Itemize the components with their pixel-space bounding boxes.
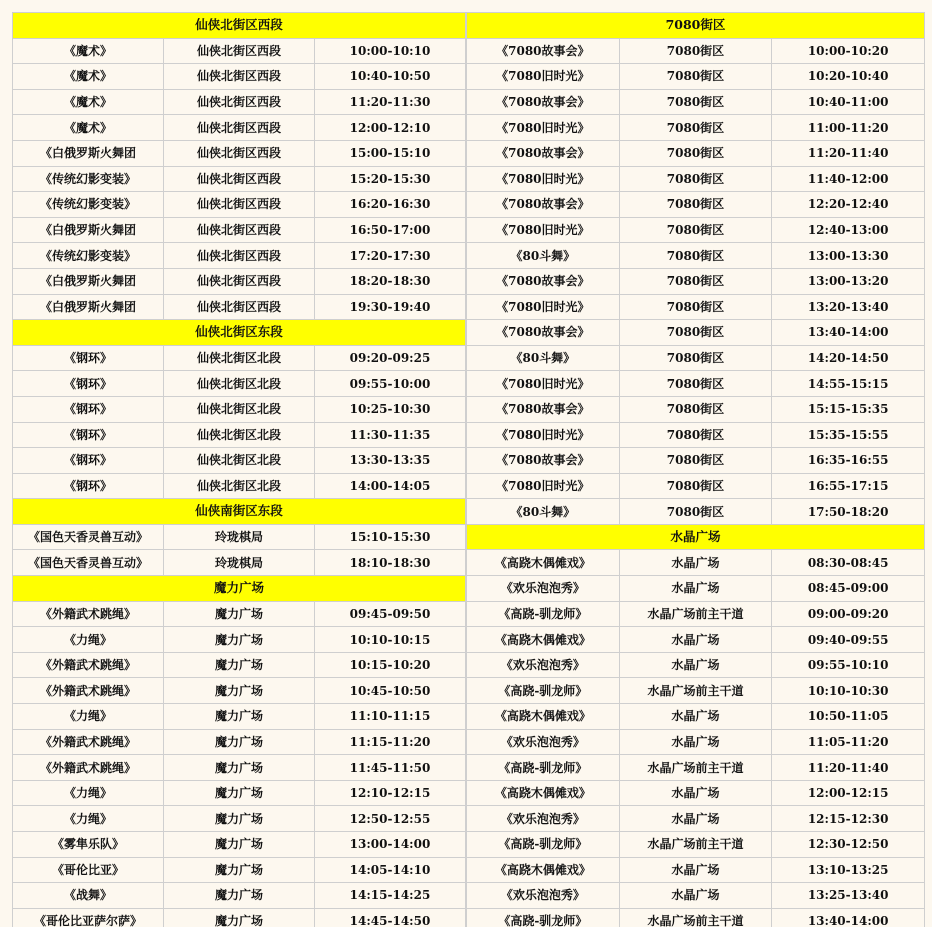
show-name-cell: 《力绳》	[13, 806, 164, 832]
show-name-cell: 《7080故事会》	[467, 396, 620, 422]
venue-cell: 仙侠北街区北段	[164, 473, 315, 499]
show-name-cell: 《外籍武术跳绳》	[13, 601, 164, 627]
show-name-cell: 《7080故事会》	[467, 192, 620, 218]
time-cell: 18:20-18:30	[315, 268, 466, 294]
show-name-cell: 《国色天香灵兽互动》	[13, 550, 164, 576]
show-name-cell: 《80斗舞》	[467, 243, 620, 269]
table-row	[13, 448, 466, 474]
show-name-cell: 《高跷木偶傩戏》	[467, 627, 620, 653]
time-cell: 13:00-14:00	[315, 832, 466, 858]
table-row	[13, 729, 466, 755]
show-name-cell: 《80斗舞》	[467, 499, 620, 525]
section-header-row	[13, 320, 466, 346]
venue-cell: 7080街区	[619, 166, 772, 192]
show-name-cell: 《欢乐泡泡秀》	[467, 806, 620, 832]
show-name-cell: 《欢乐泡泡秀》	[467, 576, 620, 602]
table-row	[467, 729, 925, 755]
venue-cell: 魔力广场	[164, 806, 315, 832]
venue-cell: 7080街区	[619, 371, 772, 397]
time-cell: 16:50-17:00	[315, 217, 466, 243]
table-row	[467, 89, 925, 115]
table-row	[13, 883, 466, 909]
time-cell: 12:15-12:30	[772, 806, 925, 832]
table-row	[13, 704, 466, 730]
venue-cell: 水晶广场	[619, 857, 772, 883]
time-cell: 10:15-10:20	[315, 652, 466, 678]
venue-cell: 仙侠北街区西段	[164, 268, 315, 294]
table-row	[467, 268, 925, 294]
table-row	[467, 396, 925, 422]
show-name-cell: 《高跷-驯龙师》	[467, 601, 620, 627]
table-row	[467, 345, 925, 371]
table-row	[13, 601, 466, 627]
venue-cell: 水晶广场	[619, 729, 772, 755]
table-row	[13, 345, 466, 371]
venue-cell: 仙侠北街区西段	[164, 89, 315, 115]
venue-cell: 水晶广场前主干道	[619, 678, 772, 704]
venue-cell: 水晶广场	[619, 627, 772, 653]
section-header-row	[13, 499, 466, 525]
show-name-cell: 《魔术》	[13, 38, 164, 64]
venue-cell: 7080街区	[619, 448, 772, 474]
table-row	[13, 243, 466, 269]
time-cell: 14:15-14:25	[315, 883, 466, 909]
time-cell: 13:40-14:00	[772, 908, 925, 927]
table-row	[13, 422, 466, 448]
time-cell: 15:20-15:30	[315, 166, 466, 192]
show-name-cell: 《7080旧时光》	[467, 64, 620, 90]
show-name-cell: 《7080故事会》	[467, 89, 620, 115]
time-cell: 12:00-12:10	[315, 115, 466, 141]
venue-cell: 魔力广场	[164, 729, 315, 755]
show-name-cell: 《7080旧时光》	[467, 217, 620, 243]
venue-cell: 水晶广场	[619, 652, 772, 678]
schedule-left-column	[12, 12, 466, 927]
table-row	[467, 704, 925, 730]
time-cell: 16:55-17:15	[772, 473, 925, 499]
show-name-cell: 《传统幻影变装》	[13, 192, 164, 218]
table-row	[13, 217, 466, 243]
time-cell: 11:30-11:35	[315, 422, 466, 448]
show-name-cell: 《高跷木偶傩戏》	[467, 780, 620, 806]
venue-cell: 仙侠北街区北段	[164, 448, 315, 474]
show-name-cell: 《钢环》	[13, 345, 164, 371]
venue-cell: 玲珑棋局	[164, 524, 315, 550]
time-cell: 14:45-14:50	[315, 908, 466, 927]
table-row	[467, 115, 925, 141]
venue-cell: 水晶广场	[619, 806, 772, 832]
venue-cell: 仙侠北街区西段	[164, 217, 315, 243]
venue-cell: 仙侠北街区北段	[164, 345, 315, 371]
table-row	[467, 627, 925, 653]
section-title: 仙侠南街区东段	[13, 499, 466, 525]
table-row	[467, 320, 925, 346]
table-row	[467, 473, 925, 499]
time-cell: 15:00-15:10	[315, 140, 466, 166]
show-name-cell: 《战舞》	[13, 883, 164, 909]
time-cell: 14:05-14:10	[315, 857, 466, 883]
table-row	[467, 883, 925, 909]
time-cell: 09:45-09:50	[315, 601, 466, 627]
venue-cell: 7080街区	[619, 422, 772, 448]
time-cell: 14:20-14:50	[772, 345, 925, 371]
venue-cell: 魔力广场	[164, 832, 315, 858]
time-cell: 09:40-09:55	[772, 627, 925, 653]
show-name-cell: 《7080旧时光》	[467, 422, 620, 448]
time-cell: 14:55-15:15	[772, 371, 925, 397]
table-row	[13, 832, 466, 858]
table-row	[467, 38, 925, 64]
table-row	[13, 908, 466, 927]
show-name-cell: 《欢乐泡泡秀》	[467, 883, 620, 909]
show-name-cell: 《白俄罗斯火舞团	[13, 140, 164, 166]
time-cell: 11:10-11:15	[315, 704, 466, 730]
time-cell: 09:55-10:00	[315, 371, 466, 397]
table-row	[467, 166, 925, 192]
show-name-cell: 《欢乐泡泡秀》	[467, 729, 620, 755]
time-cell: 10:25-10:30	[315, 396, 466, 422]
table-row	[13, 396, 466, 422]
table-row	[467, 576, 925, 602]
show-name-cell: 《7080故事会》	[467, 268, 620, 294]
time-cell: 08:30-08:45	[772, 550, 925, 576]
show-name-cell: 《钢环》	[13, 371, 164, 397]
time-cell: 12:10-12:15	[315, 780, 466, 806]
venue-cell: 魔力广场	[164, 652, 315, 678]
time-cell: 10:10-10:30	[772, 678, 925, 704]
venue-cell: 7080街区	[619, 64, 772, 90]
time-cell: 11:00-11:20	[772, 115, 925, 141]
show-name-cell: 《钢环》	[13, 422, 164, 448]
table-row	[13, 550, 466, 576]
time-cell: 11:20-11:30	[315, 89, 466, 115]
show-name-cell: 《魔术》	[13, 64, 164, 90]
show-name-cell: 《传统幻影变装》	[13, 166, 164, 192]
show-name-cell: 《7080故事会》	[467, 140, 620, 166]
table-row	[13, 627, 466, 653]
table-row	[13, 857, 466, 883]
time-cell: 15:15-15:35	[772, 396, 925, 422]
section-header-row	[13, 576, 466, 602]
show-name-cell: 《7080旧时光》	[467, 473, 620, 499]
table-row	[467, 857, 925, 883]
time-cell: 11:20-11:40	[772, 755, 925, 781]
time-cell: 13:20-13:40	[772, 294, 925, 320]
table-row	[467, 294, 925, 320]
section-title: 水晶广场	[467, 524, 925, 550]
table-row	[467, 806, 925, 832]
venue-cell: 水晶广场前主干道	[619, 601, 772, 627]
table-row	[13, 294, 466, 320]
venue-cell: 仙侠北街区北段	[164, 371, 315, 397]
venue-cell: 7080街区	[619, 396, 772, 422]
time-cell: 17:50-18:20	[772, 499, 925, 525]
venue-cell: 水晶广场	[619, 704, 772, 730]
venue-cell: 7080街区	[619, 268, 772, 294]
time-cell: 10:00-10:10	[315, 38, 466, 64]
venue-cell: 魔力广场	[164, 780, 315, 806]
table-row	[13, 192, 466, 218]
show-name-cell: 《高跷木偶傩戏》	[467, 550, 620, 576]
table-row	[467, 64, 925, 90]
venue-cell: 7080街区	[619, 89, 772, 115]
time-cell: 08:45-09:00	[772, 576, 925, 602]
show-name-cell: 《魔术》	[13, 89, 164, 115]
venue-cell: 魔力广场	[164, 883, 315, 909]
section-title: 7080街区	[467, 13, 925, 39]
table-row	[467, 601, 925, 627]
show-name-cell: 《高跷-驯龙师》	[467, 755, 620, 781]
time-cell: 16:20-16:30	[315, 192, 466, 218]
time-cell: 11:15-11:20	[315, 729, 466, 755]
time-cell: 11:05-11:20	[772, 729, 925, 755]
time-cell: 11:40-12:00	[772, 166, 925, 192]
venue-cell: 魔力广场	[164, 908, 315, 927]
time-cell: 11:20-11:40	[772, 140, 925, 166]
venue-cell: 水晶广场	[619, 576, 772, 602]
show-name-cell: 《高跷-驯龙师》	[467, 832, 620, 858]
section-header-row	[467, 13, 925, 39]
time-cell: 12:30-12:50	[772, 832, 925, 858]
venue-cell: 水晶广场	[619, 883, 772, 909]
venue-cell: 7080街区	[619, 243, 772, 269]
venue-cell: 7080街区	[619, 294, 772, 320]
time-cell: 12:00-12:15	[772, 780, 925, 806]
table-row	[467, 422, 925, 448]
table-row	[467, 192, 925, 218]
show-name-cell: 《7080旧时光》	[467, 371, 620, 397]
show-name-cell: 《高跷木偶傩戏》	[467, 704, 620, 730]
show-name-cell: 《7080故事会》	[467, 38, 620, 64]
table-row	[467, 550, 925, 576]
venue-cell: 玲珑棋局	[164, 550, 315, 576]
show-name-cell: 《7080故事会》	[467, 448, 620, 474]
time-cell: 13:00-13:20	[772, 268, 925, 294]
venue-cell: 魔力广场	[164, 857, 315, 883]
table-row	[467, 217, 925, 243]
time-cell: 14:00-14:05	[315, 473, 466, 499]
show-name-cell: 《白俄罗斯火舞团	[13, 294, 164, 320]
show-name-cell: 《7080旧时光》	[467, 115, 620, 141]
show-name-cell: 《国色天香灵兽互动》	[13, 524, 164, 550]
show-name-cell: 《钢环》	[13, 448, 164, 474]
venue-cell: 魔力广场	[164, 704, 315, 730]
venue-cell: 7080街区	[619, 115, 772, 141]
table-row	[467, 678, 925, 704]
table-row	[13, 780, 466, 806]
section-title: 魔力广场	[13, 576, 466, 602]
table-row	[13, 678, 466, 704]
table-row	[13, 64, 466, 90]
venue-cell: 仙侠北街区北段	[164, 396, 315, 422]
venue-cell: 7080街区	[619, 38, 772, 64]
show-name-cell: 《白俄罗斯火舞团	[13, 217, 164, 243]
table-row	[13, 38, 466, 64]
venue-cell: 魔力广场	[164, 627, 315, 653]
show-name-cell: 《7080旧时光》	[467, 294, 620, 320]
table-row	[467, 755, 925, 781]
time-cell: 10:50-11:05	[772, 704, 925, 730]
time-cell: 10:40-10:50	[315, 64, 466, 90]
venue-cell: 仙侠北街区西段	[164, 166, 315, 192]
time-cell: 15:35-15:55	[772, 422, 925, 448]
show-name-cell: 《白俄罗斯火舞团	[13, 268, 164, 294]
table-row	[467, 908, 925, 927]
show-name-cell: 《传统幻影变装》	[13, 243, 164, 269]
section-header-row	[467, 524, 925, 550]
time-cell: 12:50-12:55	[315, 806, 466, 832]
table-row	[13, 89, 466, 115]
table-row	[13, 166, 466, 192]
venue-cell: 魔力广场	[164, 678, 315, 704]
section-title: 仙侠北街区东段	[13, 320, 466, 346]
table-row	[467, 780, 925, 806]
table-row	[467, 140, 925, 166]
venue-cell: 水晶广场	[619, 550, 772, 576]
table-row	[13, 524, 466, 550]
time-cell: 13:30-13:35	[315, 448, 466, 474]
section-header-row	[13, 13, 466, 39]
table-row	[13, 473, 466, 499]
venue-cell: 7080街区	[619, 192, 772, 218]
venue-cell: 魔力广场	[164, 601, 315, 627]
time-cell: 13:25-13:40	[772, 883, 925, 909]
table-row	[13, 755, 466, 781]
time-cell: 15:10-15:30	[315, 524, 466, 550]
venue-cell: 水晶广场前主干道	[619, 908, 772, 927]
time-cell: 17:20-17:30	[315, 243, 466, 269]
show-name-cell: 《高跷-驯龙师》	[467, 678, 620, 704]
schedule-table-left	[12, 12, 466, 927]
table-row	[467, 499, 925, 525]
venue-cell: 魔力广场	[164, 755, 315, 781]
show-name-cell: 《欢乐泡泡秀》	[467, 652, 620, 678]
venue-cell: 仙侠北街区西段	[164, 64, 315, 90]
show-name-cell: 《哥伦比亚萨尔萨》	[13, 908, 164, 927]
time-cell: 18:10-18:30	[315, 550, 466, 576]
show-name-cell: 《外籍武术跳绳》	[13, 652, 164, 678]
time-cell: 12:20-12:40	[772, 192, 925, 218]
venue-cell: 7080街区	[619, 345, 772, 371]
time-cell: 13:10-13:25	[772, 857, 925, 883]
venue-cell: 水晶广场	[619, 780, 772, 806]
time-cell: 09:20-09:25	[315, 345, 466, 371]
venue-cell: 仙侠北街区西段	[164, 38, 315, 64]
venue-cell: 水晶广场前主干道	[619, 755, 772, 781]
show-name-cell: 《钢环》	[13, 396, 164, 422]
venue-cell: 7080街区	[619, 473, 772, 499]
table-row	[13, 115, 466, 141]
venue-cell: 仙侠北街区西段	[164, 243, 315, 269]
time-cell: 10:10-10:15	[315, 627, 466, 653]
venue-cell: 仙侠北街区西段	[164, 140, 315, 166]
schedule-right-column	[466, 12, 925, 927]
table-row	[467, 652, 925, 678]
show-name-cell: 《外籍武术跳绳》	[13, 678, 164, 704]
time-cell: 09:00-09:20	[772, 601, 925, 627]
table-row	[467, 371, 925, 397]
show-name-cell: 《哥伦比亚》	[13, 857, 164, 883]
show-name-cell: 《力绳》	[13, 704, 164, 730]
table-row	[467, 832, 925, 858]
show-name-cell: 《80斗舞》	[467, 345, 620, 371]
time-cell: 13:40-14:00	[772, 320, 925, 346]
venue-cell: 7080街区	[619, 320, 772, 346]
show-name-cell: 《外籍武术跳绳》	[13, 729, 164, 755]
venue-cell: 水晶广场前主干道	[619, 832, 772, 858]
show-name-cell: 《力绳》	[13, 627, 164, 653]
table-row	[467, 243, 925, 269]
show-name-cell: 《钢环》	[13, 473, 164, 499]
time-cell: 12:40-13:00	[772, 217, 925, 243]
table-row	[13, 371, 466, 397]
section-title: 仙侠北街区西段	[13, 13, 466, 39]
time-cell: 10:00-10:20	[772, 38, 925, 64]
table-row	[467, 448, 925, 474]
show-name-cell: 《7080故事会》	[467, 320, 620, 346]
venue-cell: 7080街区	[619, 217, 772, 243]
venue-cell: 7080街区	[619, 499, 772, 525]
show-name-cell: 《高跷木偶傩戏》	[467, 857, 620, 883]
show-name-cell: 《高跷-驯龙师》	[467, 908, 620, 927]
table-row	[13, 806, 466, 832]
venue-cell: 仙侠北街区西段	[164, 192, 315, 218]
time-cell: 16:35-16:55	[772, 448, 925, 474]
show-name-cell: 《雾隼乐队》	[13, 832, 164, 858]
time-cell: 10:45-10:50	[315, 678, 466, 704]
show-name-cell: 《力绳》	[13, 780, 164, 806]
venue-cell: 仙侠北街区北段	[164, 422, 315, 448]
time-cell: 11:45-11:50	[315, 755, 466, 781]
time-cell: 10:20-10:40	[772, 64, 925, 90]
table-row	[13, 268, 466, 294]
venue-cell: 仙侠北街区西段	[164, 115, 315, 141]
show-name-cell: 《外籍武术跳绳》	[13, 755, 164, 781]
venue-cell: 仙侠北街区西段	[164, 294, 315, 320]
time-cell: 09:55-10:10	[772, 652, 925, 678]
schedule-table-right	[466, 12, 925, 927]
time-cell: 13:00-13:30	[772, 243, 925, 269]
time-cell: 19:30-19:40	[315, 294, 466, 320]
show-name-cell: 《7080旧时光》	[467, 166, 620, 192]
venue-cell: 7080街区	[619, 140, 772, 166]
table-row	[13, 140, 466, 166]
time-cell: 10:40-11:00	[772, 89, 925, 115]
show-name-cell: 《魔术》	[13, 115, 164, 141]
table-row	[13, 652, 466, 678]
